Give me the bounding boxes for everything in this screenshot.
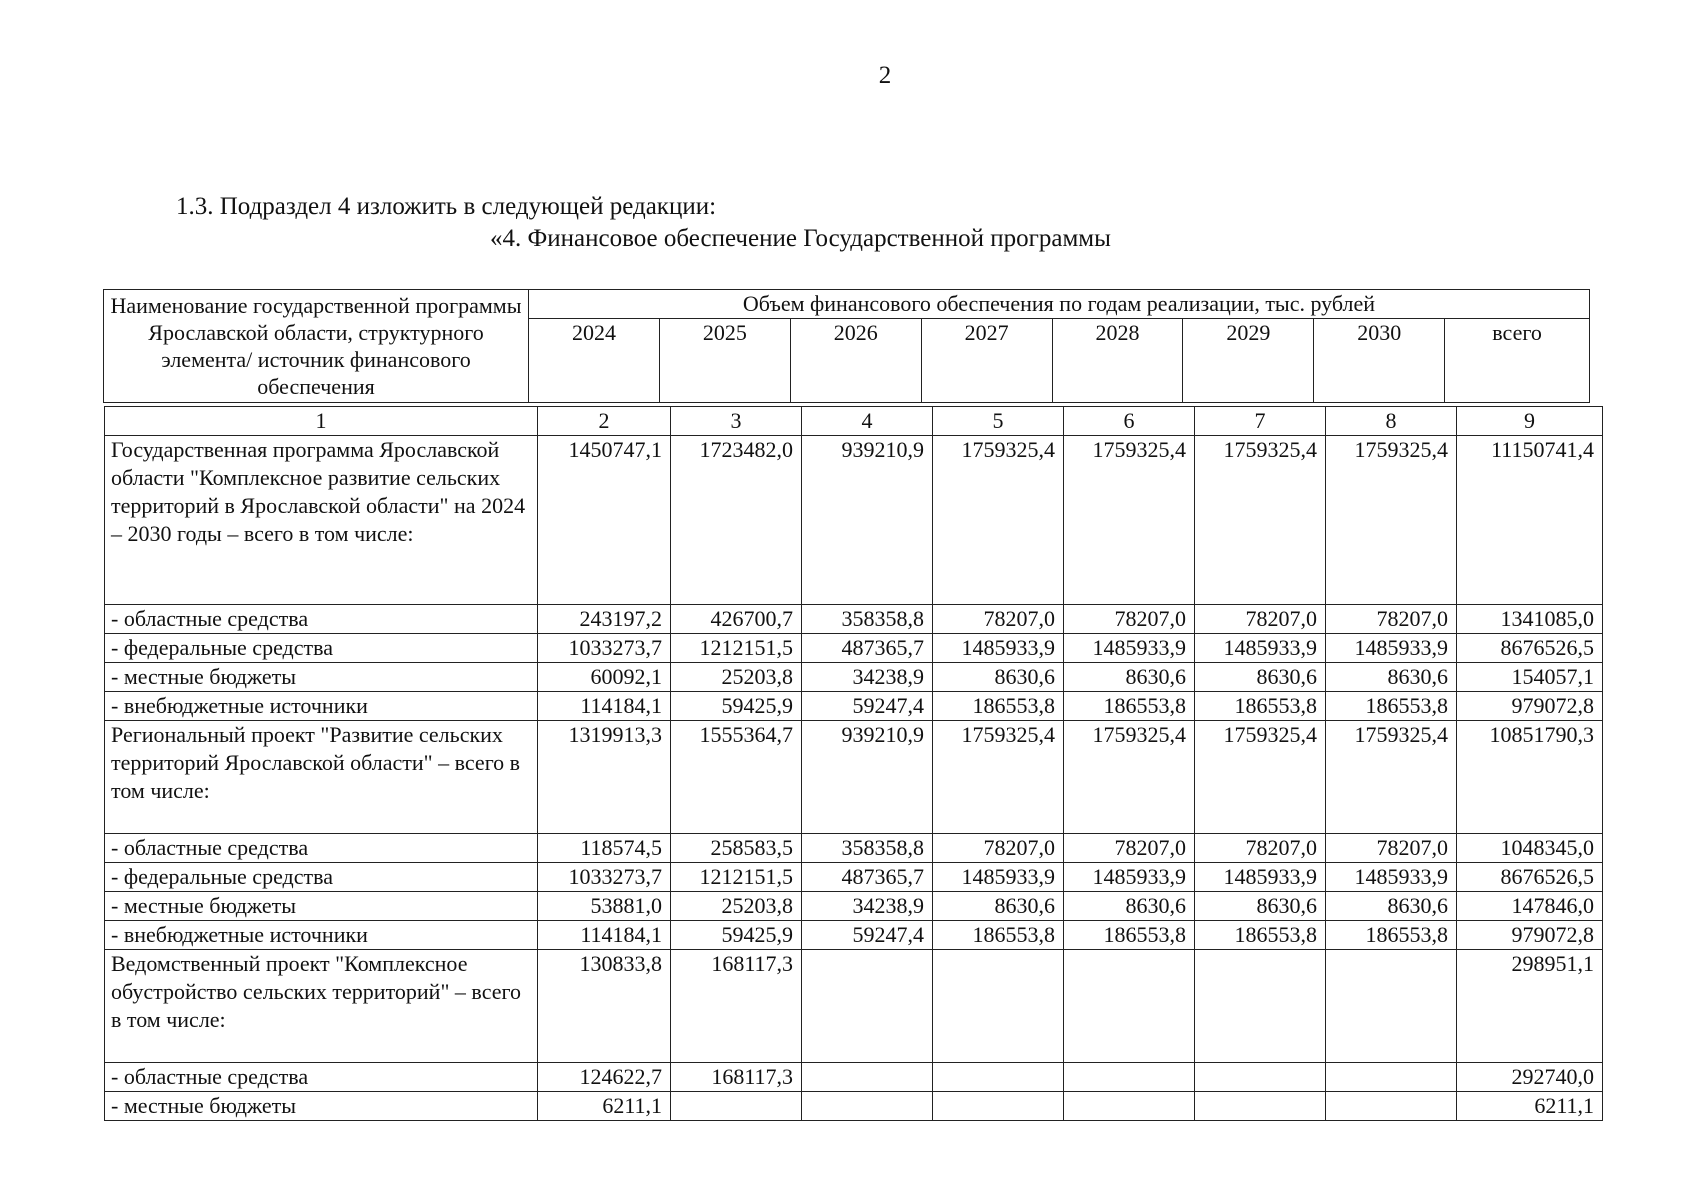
funding-volume-header: Объем финансового обеспечения по годам реализации, тыс. рублей bbox=[529, 290, 1590, 319]
year-value-cell: 8630,6 bbox=[1195, 892, 1326, 921]
year-value-cell bbox=[1326, 1063, 1457, 1092]
year-value-cell: 25203,8 bbox=[671, 892, 802, 921]
year-header: 2024 bbox=[529, 319, 660, 403]
column-number: 9 bbox=[1457, 407, 1603, 436]
year-value-cell: 186553,8 bbox=[1326, 921, 1457, 950]
year-value-cell bbox=[1064, 1063, 1195, 1092]
funding-table bbox=[104, 406, 1603, 1121]
year-value-cell bbox=[802, 950, 933, 1063]
year-value-cell bbox=[933, 1092, 1064, 1121]
year-value-cell bbox=[1326, 950, 1457, 1063]
year-value-cell: 186553,8 bbox=[1195, 692, 1326, 721]
year-value-cell: 8630,6 bbox=[933, 892, 1064, 921]
section-heading: «4. Финансовое обеспечение Государственной программы bbox=[490, 225, 1111, 252]
year-value-cell bbox=[1195, 1063, 1326, 1092]
row-label: - федеральные средства bbox=[105, 634, 538, 663]
year-value-cell: 1485933,9 bbox=[1326, 634, 1457, 663]
table-row bbox=[105, 605, 1603, 634]
year-value-cell: 8630,6 bbox=[1326, 892, 1457, 921]
year-value-cell bbox=[802, 1092, 933, 1121]
year-value-cell bbox=[1195, 950, 1326, 1063]
year-value-cell: 114184,1 bbox=[538, 692, 671, 721]
year-value-cell: 8630,6 bbox=[1064, 663, 1195, 692]
year-value-cell: 426700,7 bbox=[671, 605, 802, 634]
year-value-cell: 1759325,4 bbox=[933, 436, 1064, 605]
table-row bbox=[105, 892, 1603, 921]
year-value-cell: 487365,7 bbox=[802, 863, 933, 892]
total-value-cell: 298951,1 bbox=[1457, 950, 1603, 1063]
year-value-cell: 53881,0 bbox=[538, 892, 671, 921]
table-header bbox=[103, 289, 1590, 403]
table-row bbox=[105, 1092, 1603, 1121]
column-number: 8 bbox=[1326, 407, 1457, 436]
year-value-cell: 1485933,9 bbox=[933, 634, 1064, 663]
row-label: - местные бюджеты bbox=[105, 663, 538, 692]
year-value-cell: 1759325,4 bbox=[1064, 721, 1195, 834]
total-value-cell: 154057,1 bbox=[1457, 663, 1603, 692]
row-label: Государственная программа Ярославской области "Комплексное развитие сельских территорий в Ярославской области" на 2024 – 2030 годы – всего в том числе: bbox=[105, 436, 538, 605]
year-value-cell: 8630,6 bbox=[1195, 663, 1326, 692]
year-value-cell: 1485933,9 bbox=[1326, 863, 1457, 892]
year-value-cell: 59247,4 bbox=[802, 692, 933, 721]
total-value-cell: 10851790,3 bbox=[1457, 721, 1603, 834]
total-value-cell: 11150741,4 bbox=[1457, 436, 1603, 605]
column-number: 3 bbox=[671, 407, 802, 436]
table-row bbox=[105, 1063, 1603, 1092]
table-row bbox=[105, 863, 1603, 892]
row-label: - внебюджетные источники bbox=[105, 921, 538, 950]
column-number: 2 bbox=[538, 407, 671, 436]
year-value-cell: 1723482,0 bbox=[671, 436, 802, 605]
year-value-cell: 78207,0 bbox=[933, 605, 1064, 634]
total-value-cell: 8676526,5 bbox=[1457, 863, 1603, 892]
row-label: - областные средства bbox=[105, 605, 538, 634]
year-value-cell bbox=[933, 1063, 1064, 1092]
year-value-cell: 78207,0 bbox=[1195, 834, 1326, 863]
year-value-cell: 1319913,3 bbox=[538, 721, 671, 834]
year-value-cell: 1485933,9 bbox=[1195, 863, 1326, 892]
year-value-cell: 1450747,1 bbox=[538, 436, 671, 605]
year-value-cell: 118574,5 bbox=[538, 834, 671, 863]
year-value-cell: 1759325,4 bbox=[933, 721, 1064, 834]
year-value-cell: 59425,9 bbox=[671, 692, 802, 721]
year-value-cell: 1485933,9 bbox=[1064, 863, 1195, 892]
year-value-cell: 25203,8 bbox=[671, 663, 802, 692]
column-number: 7 bbox=[1195, 407, 1326, 436]
year-value-cell: 168117,3 bbox=[671, 1063, 802, 1092]
year-value-cell: 34238,9 bbox=[802, 663, 933, 692]
year-header: 2026 bbox=[790, 319, 921, 403]
year-value-cell: 1759325,4 bbox=[1326, 721, 1457, 834]
year-value-cell: 168117,3 bbox=[671, 950, 802, 1063]
year-header: 2028 bbox=[1052, 319, 1183, 403]
year-value-cell: 78207,0 bbox=[1326, 605, 1457, 634]
year-value-cell: 186553,8 bbox=[933, 692, 1064, 721]
table-row bbox=[105, 436, 1603, 605]
column-number: 1 bbox=[105, 407, 538, 436]
row-label: - местные бюджеты bbox=[105, 892, 538, 921]
row-label: Ведомственный проект "Комплексное обустройство сельских территорий" – всего в том числе: bbox=[105, 950, 538, 1063]
year-value-cell: 59425,9 bbox=[671, 921, 802, 950]
year-value-cell bbox=[1064, 950, 1195, 1063]
year-value-cell: 939210,9 bbox=[802, 721, 933, 834]
year-value-cell: 186553,8 bbox=[1195, 921, 1326, 950]
year-value-cell: 78207,0 bbox=[1064, 834, 1195, 863]
table-row bbox=[105, 950, 1603, 1063]
year-value-cell: 1033273,7 bbox=[538, 863, 671, 892]
year-value-cell: 1759325,4 bbox=[1064, 436, 1195, 605]
year-value-cell: 258583,5 bbox=[671, 834, 802, 863]
row-label: - федеральные средства bbox=[105, 863, 538, 892]
total-value-cell: 979072,8 bbox=[1457, 921, 1603, 950]
year-value-cell: 78207,0 bbox=[1195, 605, 1326, 634]
year-value-cell: 6211,1 bbox=[538, 1092, 671, 1121]
year-value-cell: 1555364,7 bbox=[671, 721, 802, 834]
year-value-cell: 186553,8 bbox=[1326, 692, 1457, 721]
year-header: 2025 bbox=[659, 319, 790, 403]
row-label: - местные бюджеты bbox=[105, 1092, 538, 1121]
year-value-cell bbox=[1064, 1092, 1195, 1121]
year-value-cell bbox=[1326, 1092, 1457, 1121]
year-value-cell: 1759325,4 bbox=[1195, 436, 1326, 605]
total-value-cell: 1048345,0 bbox=[1457, 834, 1603, 863]
year-value-cell bbox=[671, 1092, 802, 1121]
year-value-cell: 8630,6 bbox=[1064, 892, 1195, 921]
year-value-cell: 78207,0 bbox=[933, 834, 1064, 863]
year-value-cell: 59247,4 bbox=[802, 921, 933, 950]
table-row bbox=[105, 663, 1603, 692]
table-row bbox=[105, 692, 1603, 721]
year-value-cell: 78207,0 bbox=[1326, 834, 1457, 863]
year-value-cell: 78207,0 bbox=[1064, 605, 1195, 634]
year-value-cell bbox=[933, 950, 1064, 1063]
year-value-cell: 1759325,4 bbox=[1195, 721, 1326, 834]
year-value-cell: 1212151,5 bbox=[671, 863, 802, 892]
total-value-cell: 979072,8 bbox=[1457, 692, 1603, 721]
year-value-cell: 114184,1 bbox=[538, 921, 671, 950]
year-value-cell: 1759325,4 bbox=[1326, 436, 1457, 605]
table-row bbox=[105, 721, 1603, 834]
year-value-cell: 1033273,7 bbox=[538, 634, 671, 663]
year-value-cell bbox=[1195, 1092, 1326, 1121]
year-value-cell: 124622,7 bbox=[538, 1063, 671, 1092]
table-row bbox=[105, 921, 1603, 950]
row-label: - внебюджетные источники bbox=[105, 692, 538, 721]
total-header: всего bbox=[1445, 319, 1590, 403]
year-value-cell: 8630,6 bbox=[1326, 663, 1457, 692]
column-number: 4 bbox=[802, 407, 933, 436]
total-value-cell: 6211,1 bbox=[1457, 1092, 1603, 1121]
row-label: Региональный проект "Развитие сельских территорий Ярославской области" – всего в том числе: bbox=[105, 721, 538, 834]
year-value-cell: 358358,8 bbox=[802, 834, 933, 863]
year-value-cell: 1485933,9 bbox=[933, 863, 1064, 892]
total-value-cell: 8676526,5 bbox=[1457, 634, 1603, 663]
year-value-cell: 243197,2 bbox=[538, 605, 671, 634]
row-label: - областные средства bbox=[105, 1063, 538, 1092]
year-value-cell: 60092,1 bbox=[538, 663, 671, 692]
year-value-cell: 186553,8 bbox=[1064, 921, 1195, 950]
table-row bbox=[105, 834, 1603, 863]
name-column-header: Наименование государственной программы Ярославской области, структурного элемента/ источник финансового обеспечения bbox=[104, 290, 529, 403]
year-value-cell: 130833,8 bbox=[538, 950, 671, 1063]
year-value-cell: 34238,9 bbox=[802, 892, 933, 921]
year-header: 2030 bbox=[1314, 319, 1445, 403]
column-number-row bbox=[105, 407, 1603, 436]
year-header: 2027 bbox=[921, 319, 1052, 403]
amendment-intro: 1.3. Подраздел 4 изложить в следующей редакции: bbox=[176, 193, 717, 220]
row-label: - областные средства bbox=[105, 834, 538, 863]
year-value-cell: 8630,6 bbox=[933, 663, 1064, 692]
total-value-cell: 147846,0 bbox=[1457, 892, 1603, 921]
year-value-cell: 1485933,9 bbox=[1064, 634, 1195, 663]
year-value-cell: 487365,7 bbox=[802, 634, 933, 663]
year-value-cell bbox=[802, 1063, 933, 1092]
year-value-cell: 1212151,5 bbox=[671, 634, 802, 663]
total-value-cell: 1341085,0 bbox=[1457, 605, 1603, 634]
column-number: 6 bbox=[1064, 407, 1195, 436]
column-number: 5 bbox=[933, 407, 1064, 436]
year-value-cell: 186553,8 bbox=[1064, 692, 1195, 721]
table-row bbox=[105, 634, 1603, 663]
year-value-cell: 186553,8 bbox=[933, 921, 1064, 950]
total-value-cell: 292740,0 bbox=[1457, 1063, 1603, 1092]
page-number: 2 bbox=[878, 62, 892, 89]
year-header: 2029 bbox=[1183, 319, 1314, 403]
year-value-cell: 939210,9 bbox=[802, 436, 933, 605]
year-value-cell: 1485933,9 bbox=[1195, 634, 1326, 663]
year-value-cell: 358358,8 bbox=[802, 605, 933, 634]
